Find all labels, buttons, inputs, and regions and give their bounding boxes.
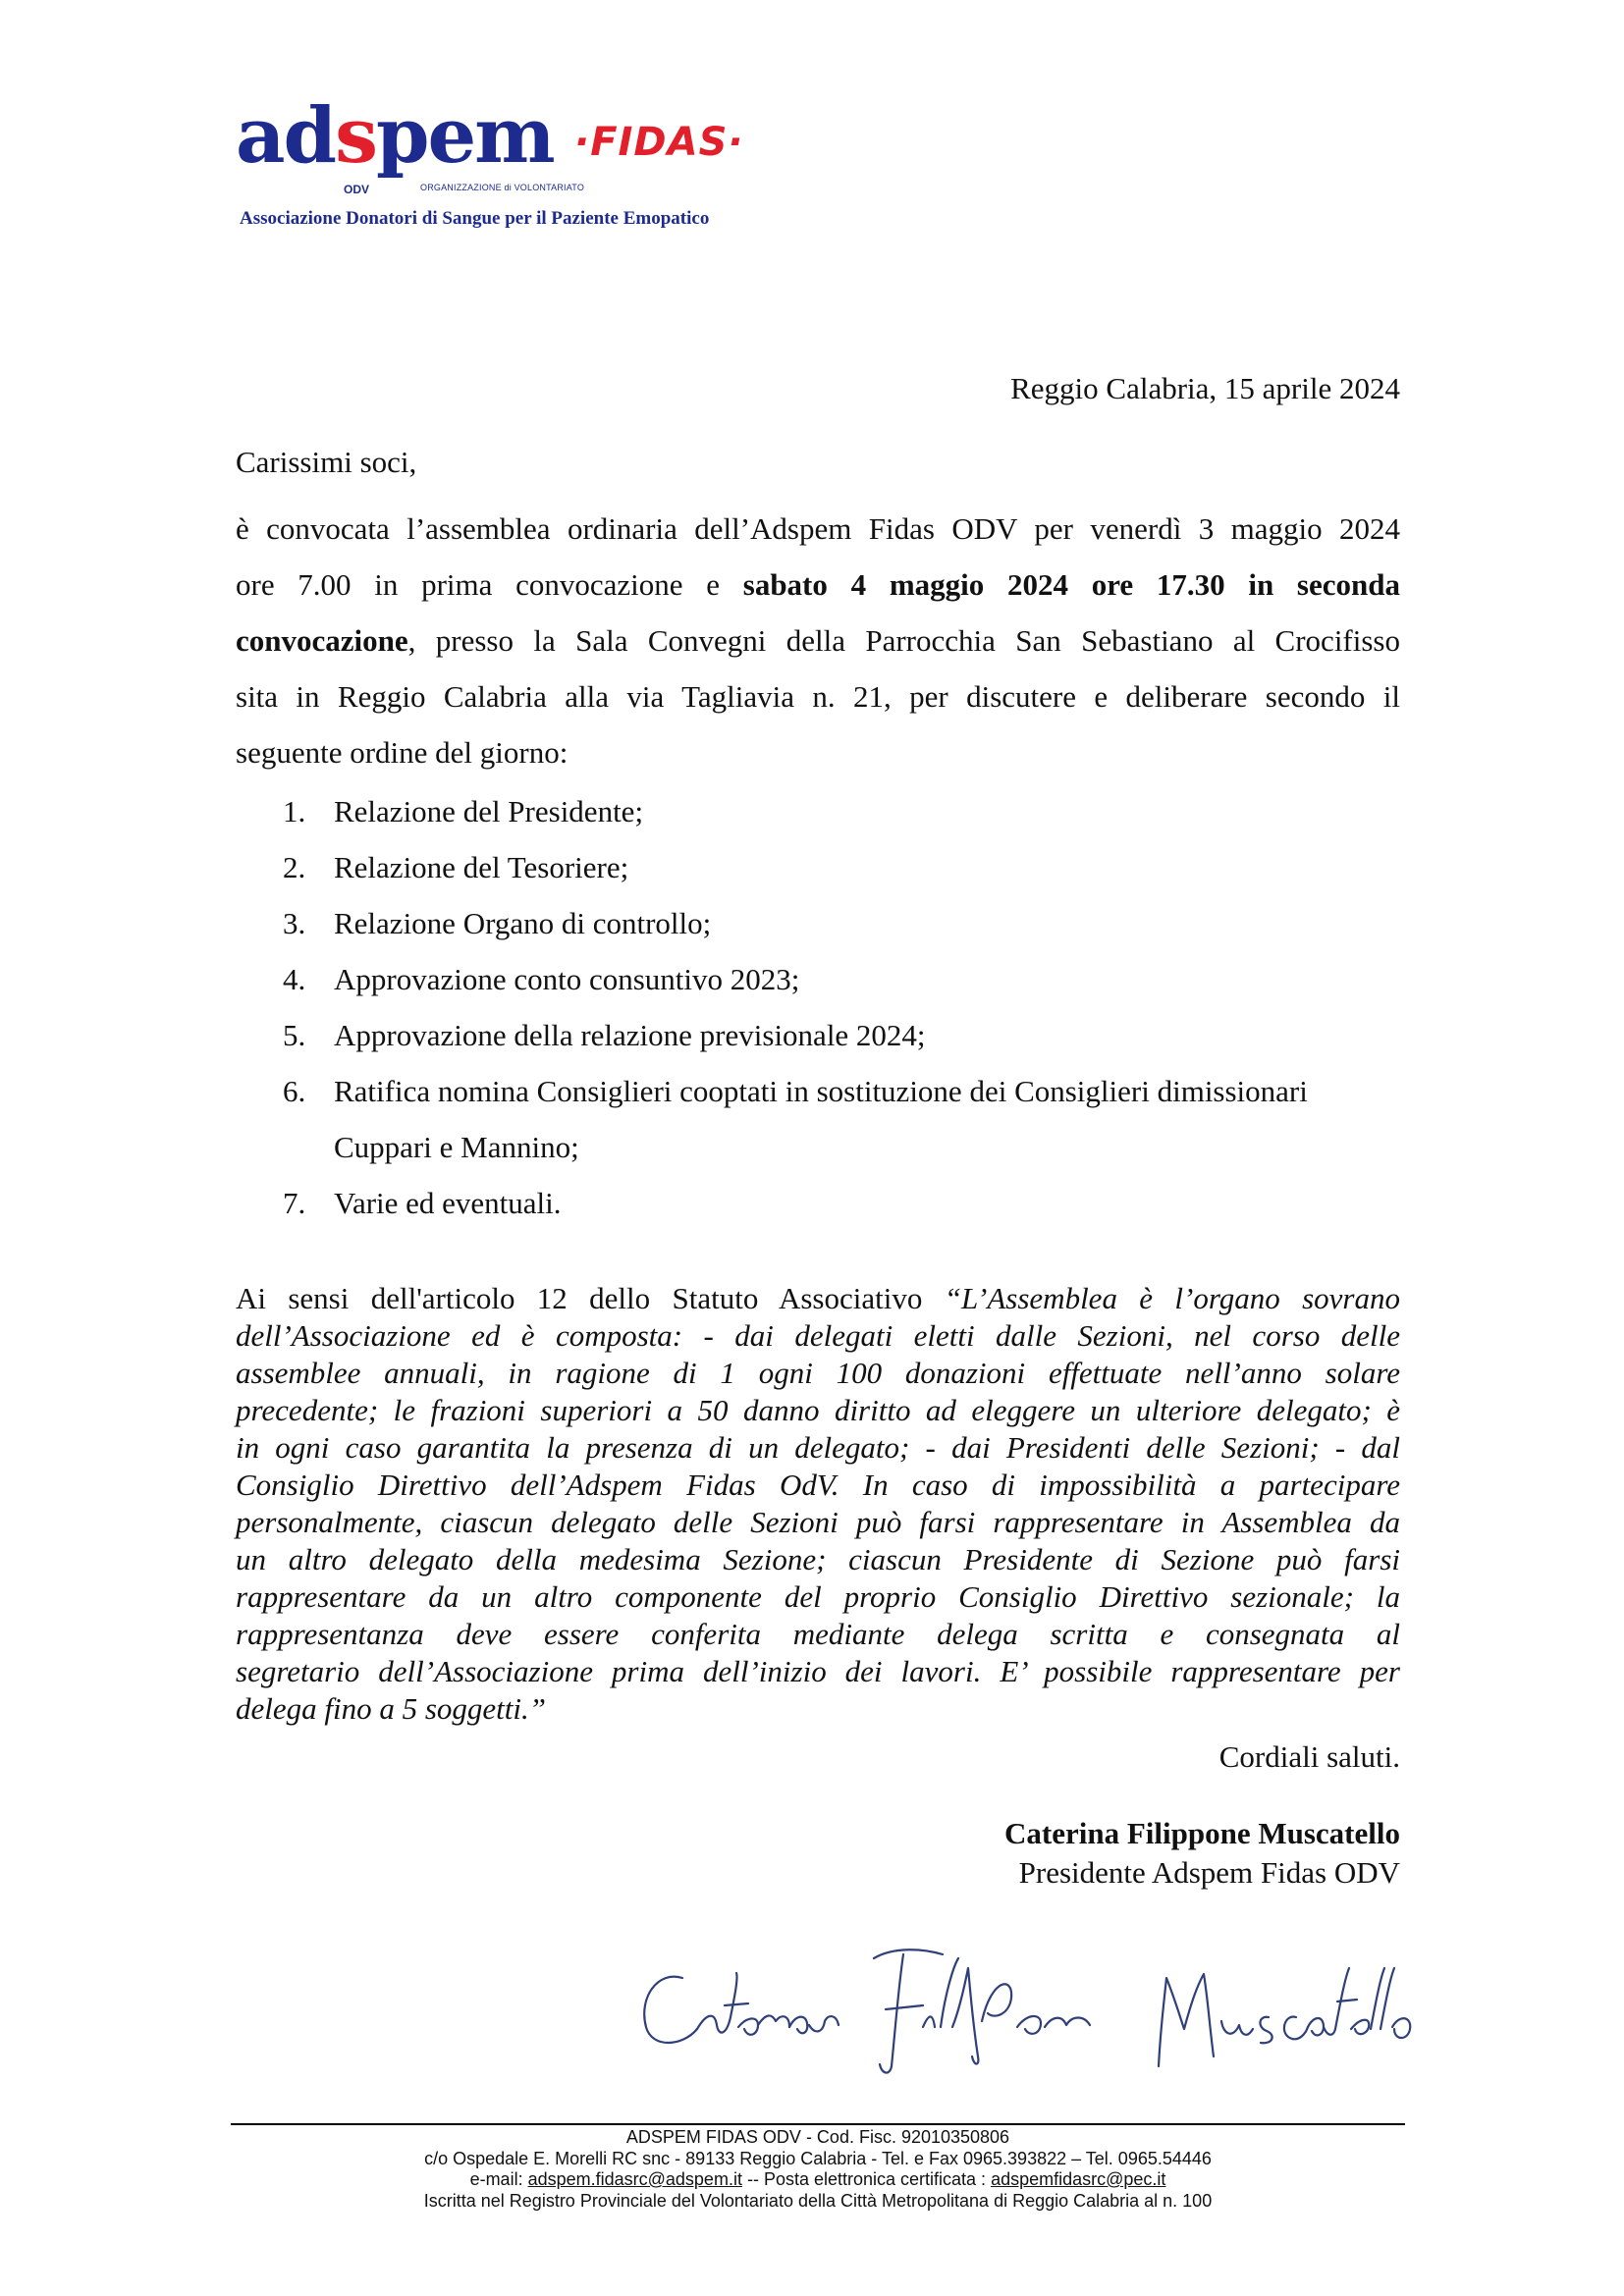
agenda-item: 2. Relazione del Tesoriere;	[283, 850, 629, 884]
statute-line: in ogni caso garantita la presenza di un delegato; - dai Presidenti delle Sezioni; - dal	[236, 1430, 1400, 1465]
footer-line: c/o Ospedale E. Morelli RC snc - 89133 Reggio Calabria - Tel. e Fax 0965.393822 – Tel. 0965.54446	[424, 2148, 1212, 2168]
agenda-item: 3. Relazione Organo di controllo;	[283, 906, 712, 940]
footer-line: ADSPEM FIDAS ODV - Cod. Fisc. 92010350806	[625, 2127, 1010, 2147]
footer-divider	[231, 2123, 1405, 2125]
agenda-item: 4. Approvazione conto consuntivo 2023;	[283, 962, 800, 996]
agenda-item: 5. Approvazione della relazione previsionale 2024;	[283, 1018, 926, 1052]
statute-line: precedente; le frazioni superiori a 50 danno diritto ad eleggere un ulteriore delegato; è	[236, 1393, 1400, 1427]
statute-line: Ai sensi dell'articolo 12 dello Statuto Associativo “L’Assemblea è l’organo sovrano	[236, 1281, 1400, 1315]
logo-tagline: Associazione Donatori di Sangue per il Paziente Emopatico	[240, 208, 710, 229]
association-logo	[236, 91, 744, 236]
intro-line: ore 7.00 in prima convocazione e sabato 4 maggio 2024 ore 17.30 in seconda	[236, 567, 1400, 602]
statute-line: delega fino a 5 soggetti.”	[236, 1691, 547, 1726]
signer-name: Caterina Filippone Muscatello	[1004, 1816, 1400, 1850]
agenda-item: 7. Varie ed eventuali.	[283, 1186, 562, 1220]
statute-line: rappresentanza deve essere conferita mediante delega scritta e consegnata al	[236, 1617, 1400, 1651]
logo-organization-type: ORGANIZZAZIONE di VOLONTARIATO	[420, 183, 585, 192]
closing-salutation: Cordiali saluti.	[1218, 1739, 1400, 1774]
pec-email-link[interactable]: adspemfidasrc@pec.it	[991, 2169, 1166, 2189]
statute-paragraph	[236, 1280, 1400, 1728]
intro-line: convocazione, presso la Sala Convegni della Parrocchia San Sebastiano al Crocifisso	[236, 623, 1400, 658]
logo-wordmark: adspem	[236, 91, 554, 181]
statute-line: Consiglio Direttivo dell’Adspem Fidas OdV. In caso di impossibilità a partecipare	[236, 1468, 1400, 1502]
intro-line: seguente ordine del giorno:	[236, 735, 568, 770]
statute-line: personalmente, ciascun delegato delle Sezioni può farsi rappresentare in Assemblea da	[236, 1505, 1400, 1539]
intro-line: è convocata l’assemblea ordinaria dell’Adspem Fidas ODV per venerdì 3 maggio 2024	[236, 511, 1400, 546]
statute-line: rappresentare da un altro componente del proprio Consiglio Direttivo sezionale; la	[236, 1579, 1400, 1614]
agenda-item: 1. Relazione del Presidente;	[283, 794, 644, 828]
letterhead-footer	[231, 2127, 1405, 2212]
email-link[interactable]: adspem.fidasrc@adspem.it	[527, 2169, 742, 2189]
letter-greeting: Carissimi soci,	[236, 445, 417, 479]
signer-role: Presidente Adspem Fidas ODV	[1018, 1855, 1400, 1890]
agenda-item-continuation: Cuppari e Mannino;	[334, 1130, 579, 1164]
agenda-item: 6. Ratifica nomina Consiglieri cooptati in sostituzione dei Consiglieri dimissionari	[283, 1074, 1308, 1108]
logo-odv: ODV	[344, 183, 370, 196]
handwritten-signature	[628, 1919, 1414, 2086]
statute-line: un altro delegato della medesima Sezione; ciascun Presidente di Sezione può farsi	[236, 1542, 1400, 1576]
footer-line: e-mail: adspem.fidasrc@adspem.it -- Posta elettronica certificata : adspemfidasrc@pec.it	[469, 2169, 1166, 2189]
statute-line: assemblee annuali, in ragione di 1 ogni 100 donazioni effettuate nell’anno solare	[236, 1356, 1400, 1390]
footer-line: Iscritta nel Registro Provinciale del Volontariato della Città Metropolitana di Reggio Calabria al n. 100	[423, 2190, 1213, 2211]
letter-date: Reggio Calabria, 15 aprile 2024	[1010, 371, 1400, 405]
intro-paragraph	[236, 501, 1400, 780]
statute-line: segretario dell’Associazione prima dell’inizio dei lavori. E’ possibile rappresentare per	[236, 1654, 1400, 1688]
agenda-list	[236, 783, 1400, 1231]
logo-fidas-mark: ·FIDAS·	[574, 120, 744, 165]
statute-line: dell’Associazione ed è composta: - dai delegati eletti dalle Sezioni, nel corso delle	[236, 1318, 1400, 1353]
intro-line: sita in Reggio Calabria alla via Tagliavia n. 21, per discutere e deliberare secondo il	[236, 679, 1400, 714]
